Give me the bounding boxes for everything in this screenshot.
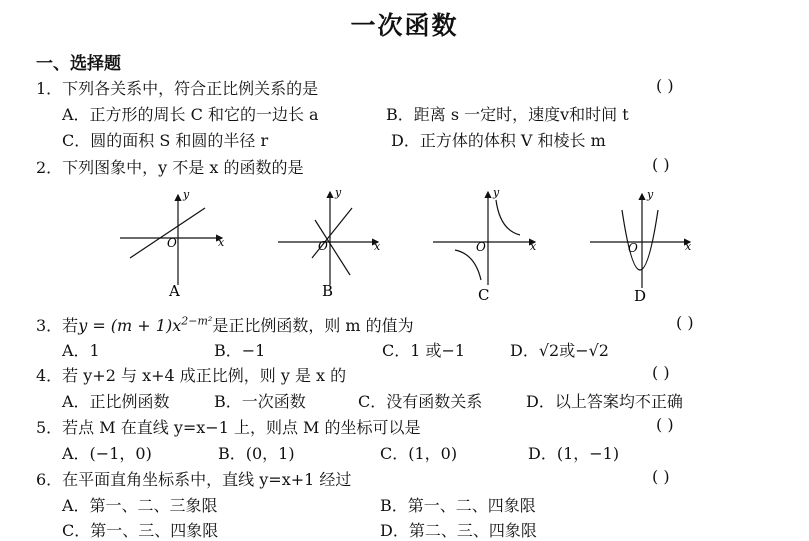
graph-b-y-label: y <box>335 186 342 199</box>
question-3-answer-blank[interactable]: ( ) <box>676 313 694 332</box>
graph-c-y-label: y <box>493 186 500 199</box>
question-3-stem <box>36 313 414 336</box>
graph-c-x-label: x <box>530 240 537 253</box>
question-2-stem: 2．下列图象中，y 不是 x 的函数的是 <box>36 158 304 177</box>
question-3-option-c[interactable]: C．1 或−1 <box>382 341 466 360</box>
question-3-option-b[interactable]: B．−1 <box>214 341 266 360</box>
question-6-answer-blank[interactable]: ( ) <box>652 467 670 486</box>
question-2-graphs <box>0 180 809 310</box>
graph-d-label: D <box>634 287 647 305</box>
question-3-option-a[interactable]: A．1 <box>62 341 100 360</box>
question-1-option-b[interactable]: B．距离 s 一定时，速度v和时间 t <box>386 105 629 124</box>
question-5-option-d[interactable]: D．(1，−1) <box>528 444 620 463</box>
graph-b-label: B <box>322 282 334 300</box>
question-4-answer-blank[interactable]: ( ) <box>652 363 670 382</box>
graph-a-origin: O <box>167 236 177 250</box>
question-3-stem-suffix: 是正比例函数，则 m 的值为 <box>212 316 414 335</box>
question-5-option-b[interactable]: B．(0，1) <box>218 444 295 463</box>
graph-a-y-label: y <box>183 188 190 201</box>
graph-c-branch-2 <box>455 250 481 280</box>
question-6-option-a[interactable]: A．第一、二、三象限 <box>62 496 218 515</box>
graph-c[interactable] <box>433 192 535 285</box>
question-1-option-a[interactable]: A．正方形的周长 C 和它的一边长 a <box>62 105 319 124</box>
question-1-answer-blank[interactable]: ( ) <box>656 76 674 95</box>
question-3-formula: y = (m + 1)x <box>78 316 182 335</box>
graph-d-origin: O <box>628 241 638 255</box>
question-2-answer-blank[interactable]: ( ) <box>652 155 670 174</box>
question-4-stem: 4．若 y+2 与 x+4 成正比例，则 y 是 x 的 <box>36 366 347 385</box>
graph-c-branch-1 <box>496 200 520 235</box>
question-4-option-a[interactable]: A．正比例函数 <box>62 392 170 411</box>
question-5-stem: 5．若点 M 在直线 y=x−1 上，则点 M 的坐标可以是 <box>36 418 421 437</box>
graph-b-x-label: x <box>374 240 381 253</box>
question-6-option-c[interactable]: C．第一、三、四象限 <box>62 521 219 540</box>
graph-b[interactable] <box>278 192 378 285</box>
question-1-stem: 1．下列各关系中，符合正比例关系的是 <box>36 79 319 98</box>
graph-d-y-label: y <box>647 188 654 201</box>
question-4-option-b[interactable]: B．一次函数 <box>214 392 306 411</box>
question-4-option-c[interactable]: C．没有函数关系 <box>358 392 483 411</box>
graph-d-parabola <box>622 210 658 270</box>
graph-a-line <box>130 208 205 258</box>
question-1-option-d[interactable]: D．正方体的体积 V 和棱长 m <box>391 131 606 150</box>
question-3-stem-prefix: 3．若 <box>36 316 79 335</box>
question-5-option-c[interactable]: C．(1，0) <box>380 444 458 463</box>
graph-a-x-label: x <box>218 236 225 249</box>
page-title: 一次函数 <box>350 11 459 40</box>
question-6-stem: 6．在平面直角坐标系中，直线 y=x+1 经过 <box>36 470 352 489</box>
graph-c-origin: O <box>476 240 486 254</box>
graph-a-label: A <box>169 282 180 300</box>
question-4-option-d[interactable]: D．以上答案均不正确 <box>526 392 683 411</box>
question-3-exponent: 2−m² <box>181 314 213 328</box>
section-heading: 一、选择题 <box>36 54 121 74</box>
question-1-option-c[interactable]: C．圆的面积 S 和圆的半径 r <box>62 131 269 150</box>
question-6-option-b[interactable]: B．第一、二、四象限 <box>380 496 536 515</box>
question-6-option-d[interactable]: D．第二、三、四象限 <box>380 521 537 540</box>
question-5-option-a[interactable]: A．(−1，0) <box>62 444 152 463</box>
question-3-option-d[interactable]: D．√2或−√2 <box>510 341 609 360</box>
graph-c-label: C <box>478 286 490 304</box>
question-5-answer-blank[interactable]: ( ) <box>656 415 674 434</box>
graph-d[interactable] <box>590 194 690 288</box>
graph-d-x-label: x <box>685 240 692 253</box>
graph-b-origin: O <box>318 239 328 253</box>
